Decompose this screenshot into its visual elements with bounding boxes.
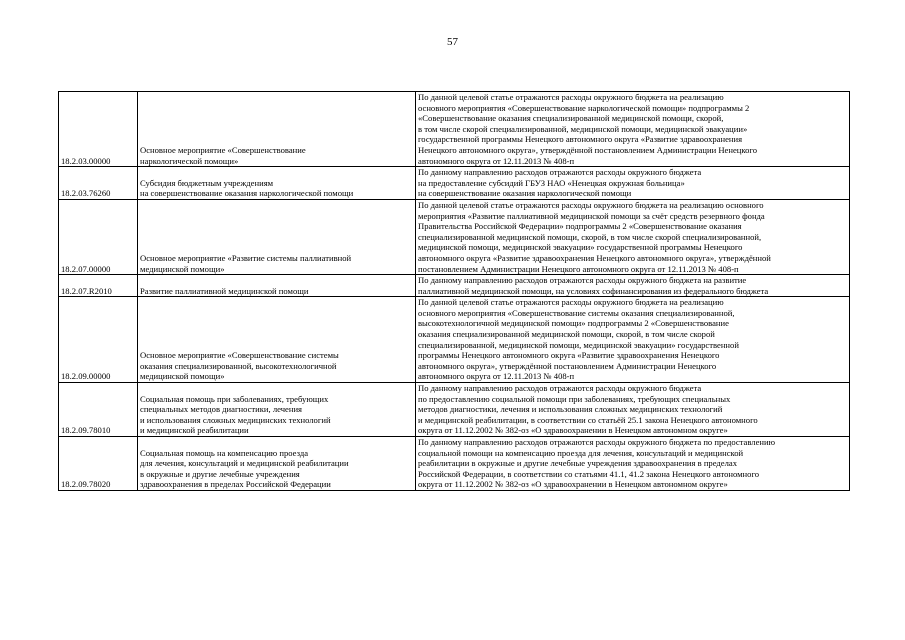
row-description-line: программы Ненецкого автономного округа «Развитие здравоохранения Ненецкого bbox=[418, 350, 720, 361]
row-description-line: По данной целевой статье отражаются расходы окружного бюджета на реализацию bbox=[418, 92, 724, 102]
row-code: 18.2.07.R2010 bbox=[59, 275, 138, 297]
budget-classification-table bbox=[58, 91, 850, 491]
row-description bbox=[416, 167, 850, 200]
row-name-line: для лечения, консультаций и медицинской реабилитации bbox=[140, 458, 349, 469]
row-description-line: специализированной медицинской помощи, скорой, в том числе скорой специализированной, bbox=[418, 231, 762, 242]
row-description-line: реабилитации в окружные и другие лечебные учреждения здравоохранения в пределах bbox=[418, 458, 738, 469]
row-name-line: Субсидия бюджетным учреждениям bbox=[140, 177, 274, 188]
table-body bbox=[59, 92, 850, 491]
row-name bbox=[138, 199, 416, 274]
row-description-line: автономного округа от 12.11.2013 № 408-п bbox=[418, 155, 575, 166]
row-name-line: Основное мероприятие «Совершенствование bbox=[140, 144, 306, 155]
row-name-line: Основное мероприятие «Совершенствование системы bbox=[140, 350, 339, 361]
row-name bbox=[138, 297, 416, 383]
row-name-line: Социальная помощь при заболеваниях, требующих bbox=[140, 393, 329, 404]
row-description-line: государственной программы Ненецкого автономного округа «Развитие здравоохранения bbox=[418, 134, 743, 145]
row-description-line: на совершенствование оказания наркологической помощи bbox=[418, 188, 632, 199]
row-description bbox=[416, 199, 850, 274]
row-name-line: и медицинской реабилитации bbox=[140, 425, 249, 436]
row-description-line: По данному направлению расходов отражаются расходы окружного бюджета на развитие bbox=[418, 275, 747, 286]
row-description-line: мероприятия «Развитие паллиативной медицинской помощи за счёт средств резервного фонда bbox=[418, 210, 765, 221]
row-name-line: Основное мероприятие «Развитие системы паллиативной bbox=[140, 252, 352, 263]
row-code: 18.2.03.00000 bbox=[59, 92, 138, 167]
row-name-line: медицинской помощи» bbox=[140, 263, 225, 274]
row-description-line: автономного округа от 12.11.2013 № 408-п bbox=[418, 371, 575, 382]
row-description-line: Ненецкого автономного округа», утверждённой постановлением Администрации Ненецкого bbox=[418, 144, 758, 155]
row-code: 18.2.07.00000 bbox=[59, 199, 138, 274]
row-description-line: Правительства Российской Федерации» подпрограммы 2 «Совершенствование оказания bbox=[418, 221, 742, 232]
row-description-line: медицинской помощи, медицинской эвакуации» государственной программы Ненецкого bbox=[418, 242, 743, 253]
row-description-line: на предоставление субсидий ГБУЗ НАО «Ненецкая окружная больница» bbox=[418, 177, 685, 188]
row-description bbox=[416, 383, 850, 437]
row-description-line: По данному направлению расходов отражаются расходы окружного бюджета по предоставлению bbox=[418, 437, 775, 447]
row-description-line: автономного округа «Развитие здравоохранения Ненецкого автономного округа», утверждённой bbox=[418, 252, 771, 263]
row-name bbox=[138, 437, 416, 491]
row-name bbox=[138, 275, 416, 297]
row-description-line: оказания специализированной медицинской помощи, скорой, в том числе скорой bbox=[418, 329, 715, 340]
row-name-line: оказания специализированной, высокотехнологичной bbox=[140, 360, 337, 371]
row-description-line: «Совершенствование оказания специализированной медицинской помощи, скорой, bbox=[418, 113, 724, 124]
row-description-line: основного мероприятия «Совершенствование системы оказания специализированной, bbox=[418, 307, 735, 318]
row-description-line: и медицинской реабилитации, в соответствии со статьёй 25.1 закона Ненецкого автономного bbox=[418, 414, 758, 425]
row-code: 18.2.09.78020 bbox=[59, 437, 138, 491]
row-description-line: постановлением Администрации Ненецкого автономного округа от 12.11.2013 № 408-п bbox=[418, 263, 739, 274]
row-description-line: специализированной, медицинской помощи, медицинской эвакуации» государственной bbox=[418, 339, 739, 350]
row-description-line: высокотехнологичной медицинской помощи» подпрограммы 2 «Совершенствование bbox=[418, 318, 729, 329]
row-name bbox=[138, 92, 416, 167]
row-description bbox=[416, 297, 850, 383]
row-description-line: автономного округа», утверждённой постановлением Администрации Ненецкого bbox=[418, 360, 717, 371]
row-description-line: Российской Федерации, в соответствии со статьями 41.1, 41.2 закона Ненецкого автономного bbox=[418, 468, 760, 479]
row-description-line: по предоставлению социальной помощи при заболеваниях, требующих специальных bbox=[418, 393, 731, 404]
row-description-line: паллиативной медицинской помощи, на условиях софинансирования из федерального бюджета bbox=[418, 285, 769, 296]
row-description-line: в том числе скорой специализированной, медицинской помощи, медицинской эвакуации» bbox=[418, 123, 748, 134]
row-description-line: методов диагностики, лечения и использования сложных медицинских технологий bbox=[418, 404, 723, 415]
row-description-line: социальной помощи на компенсацию проезда для лечения, консультаций и медицинской bbox=[418, 447, 744, 458]
row-name bbox=[138, 167, 416, 200]
row-description-line: По данной целевой статье отражаются расходы окружного бюджета на реализацию bbox=[418, 297, 724, 308]
row-description-line: округа от 11.12.2002 № 382-оз «О здравоохранении в Ненецком автономном округе» bbox=[418, 425, 728, 436]
table-row bbox=[59, 92, 850, 167]
table-row bbox=[59, 437, 850, 491]
row-description bbox=[416, 437, 850, 491]
row-name-line: и использования сложных медицинских технологий bbox=[140, 414, 331, 425]
table-row bbox=[59, 275, 850, 297]
row-name-line: на совершенствование оказания наркологической помощи bbox=[140, 188, 354, 199]
row-name-line: Социальная помощь на компенсацию проезда bbox=[140, 447, 309, 458]
row-description-line: округа от 11.12.2002 № 382-оз «О здравоохранении в Ненецком автономном округе» bbox=[418, 479, 728, 490]
page-number: 57 bbox=[447, 36, 458, 48]
row-name bbox=[138, 383, 416, 437]
row-name-line: Развитие паллиативной медицинской помощи bbox=[140, 285, 309, 296]
row-name-line: здравоохранения в пределах Российской Федерации bbox=[140, 479, 331, 490]
row-description-line: основного мероприятия «Совершенствование наркологической помощи» подпрограммы 2 bbox=[418, 102, 750, 113]
row-description bbox=[416, 275, 850, 297]
row-code: 18.2.03.76260 bbox=[59, 167, 138, 200]
table-row bbox=[59, 167, 850, 200]
row-description-line: По данному направлению расходов отражаются расходы окружного бюджета bbox=[418, 167, 702, 178]
row-code: 18.2.09.78010 bbox=[59, 383, 138, 437]
row-name-line: в окружные и другие лечебные учреждения bbox=[140, 468, 300, 479]
row-description-line: По данному направлению расходов отражаются расходы окружного бюджета bbox=[418, 383, 702, 394]
row-name-line: медицинской помощи» bbox=[140, 371, 225, 382]
row-name-line: специальных методов диагностики, лечения bbox=[140, 404, 302, 415]
row-description bbox=[416, 92, 850, 167]
table-row bbox=[59, 297, 850, 383]
row-code: 18.2.09.00000 bbox=[59, 297, 138, 383]
row-name-line: наркологической помощи» bbox=[140, 155, 239, 166]
table-row bbox=[59, 383, 850, 437]
table-row bbox=[59, 199, 850, 274]
row-description-line: По данной целевой статье отражаются расходы окружного бюджета на реализацию основного bbox=[418, 199, 764, 210]
